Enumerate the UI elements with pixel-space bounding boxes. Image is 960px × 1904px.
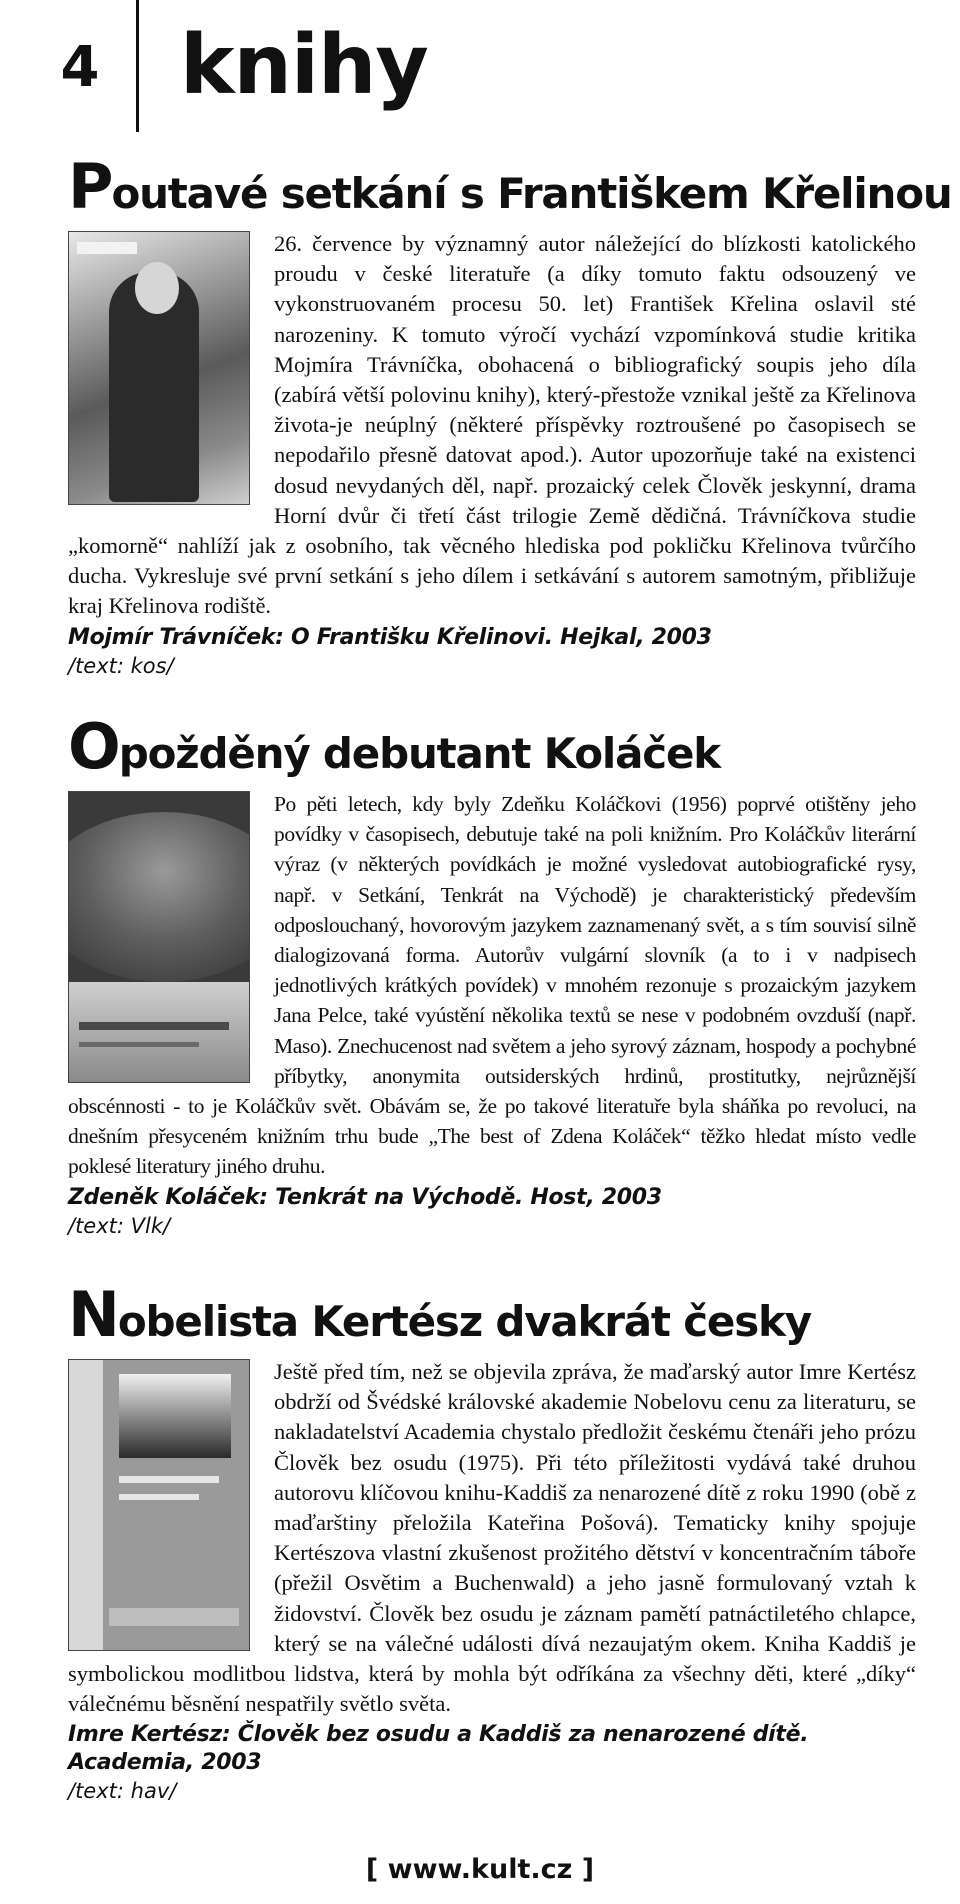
article-text: 26. července by významný autor náležející do blízkosti katolického proudu v české literatuře (a díky tomuto faktu odsouzený ve vykonstruovaném procesu 50. let) František Křelina oslavil sté narozeniny. K tomuto výročí vychází vzpomínková studie kritika Mojmíra Trávníčka, obohacená o bibliografický soupis jeho díla (zabírá větší polovinu knihy), který-přestože vznikal ještě za Křelinova života-je neúplný (některé příspěvky roztroušené po časopisech se nepodařilo přesně datovat apod.). Autor upozorňuje také na existenci dosud nevydaných děl, např. prozaický celek Člověk jeskynní, drama Horní dvůr či třetí část trilogie Země dědičná. Trávníčkova studie „komorně“ nahlíží jak z osobního, tak věcného hlediska pod pokličku Křelinova tvůrčího ducha. Vykresluje své první setkání s jeho dílem i setkávání s autorem samotným, přibližuje kraj Křelinova rodiště. xyxy=(68,231,916,619)
page-number: 4 xyxy=(60,35,100,100)
author-byline: /text: kos/ xyxy=(68,653,174,678)
book-credit: Mojmír Trávníček: O Františku Křelinovi. Hejkal, 2003 xyxy=(68,624,712,650)
section-title: knihy xyxy=(180,18,428,113)
book-cover-image xyxy=(68,231,250,505)
book-credit: Imre Kertész: Člověk bez osudu a Kaddiš za nenarozené dítě. Academia, 2003 xyxy=(68,1722,809,1776)
article-headline xyxy=(68,1278,916,1351)
headline-initial: N xyxy=(68,1278,118,1351)
headline-text: požděný debutant Koláček xyxy=(118,729,720,778)
headline-initial: O xyxy=(68,710,119,783)
article-body xyxy=(68,229,916,622)
website-footer: [ www.kult.cz ] xyxy=(365,1854,595,1885)
article-kolacek xyxy=(68,710,916,1240)
author-byline: /text: hav/ xyxy=(68,1779,177,1804)
book-cover-image xyxy=(68,1359,250,1651)
book-cover-image xyxy=(68,791,250,1083)
article-kertesz xyxy=(68,1278,916,1805)
author-byline: /text: Vlk/ xyxy=(68,1213,171,1238)
book-credit: Zdeněk Koláček: Tenkrát na Východě. Host, 2003 xyxy=(68,1184,662,1210)
headline-initial: P xyxy=(68,150,112,223)
article-text: Ještě před tím, než se objevila zpráva, že maďarský autor Imre Kertész obdrží od Švédské královské akademie Nobelovu cenu za literaturu, se nakladatelství Academia chystalo předložit českému čtenáři jeho prózu Člověk bez osudu (1975). Při této příležitosti vydává také druhou autorovu klíčovou knihu-Kaddiš za nenarozené dítě z roku 1990 (obě z maďarštiny přeložila Kateřina Pošová). Tematicky knihy spojuje Kertészova vlastní zkušenost prožitého dětství v koncentračním táboře (přežil Osvětim a Buchenwald) a jeho jasně formulovaný vztah k židovství. Člověk bez osudu je záznam pamětí patnáctiletého chlapce, který se na válečné události dívá nezaujatým okem. Kniha Kaddiš je symbolickou modlitbou lidstva, která by mohla být odříkána za všechny děti, které „díky“ válečnému běsnění nespatřily světlo světa. xyxy=(68,1359,916,1717)
headline-text: outavé setkání s Františkem Křelinou xyxy=(111,169,952,218)
article-body xyxy=(68,1357,916,1719)
article-headline xyxy=(68,150,952,223)
article-krelina xyxy=(68,150,952,680)
article-headline xyxy=(68,710,916,783)
article-text: Po pěti letech, kdy byly Zdeňku Koláčkovi (1956) poprvé otištěny jeho povídky v časopisech, debutuje také na poli knižním. Pro Koláčkův literární výraz (v některých povídkách je možné vysledovat autobiografické rysy, např. v Setkání, Tenkrát na Východě) je charakteristický především odposlouchaný, hovorovým jazykem zaznamenaný svět, a s tím souvisí silně dialogizovaná forma. Autorův vulgární slovník (a to i v nadpisech jednotlivých krátkých povídek) v mnohém rezonuje s prozaickým jazykem Jana Pelce, také vyústění několika textů se nese v podobném ovzduší (např. Maso). Znechucenost nad světem a jeho syrový záznam, hospody a pochybné příbytky, anonymita outsiderských hrdinů, prostitutky, nejrůznější obscénnosti - to je Koláčkův svět. Obávám se, že po takové literatuře byla sháňka po revoluci, na dnešním přesyceném knižním trhu bude „The best of Zdena Koláček“ těžko hledat místo vedle poklesé literatury jiného druhu. xyxy=(68,792,916,1179)
header-divider xyxy=(136,0,139,132)
headline-text: obelista Kertész dvakrát česky xyxy=(117,1297,811,1346)
article-body xyxy=(68,789,916,1182)
